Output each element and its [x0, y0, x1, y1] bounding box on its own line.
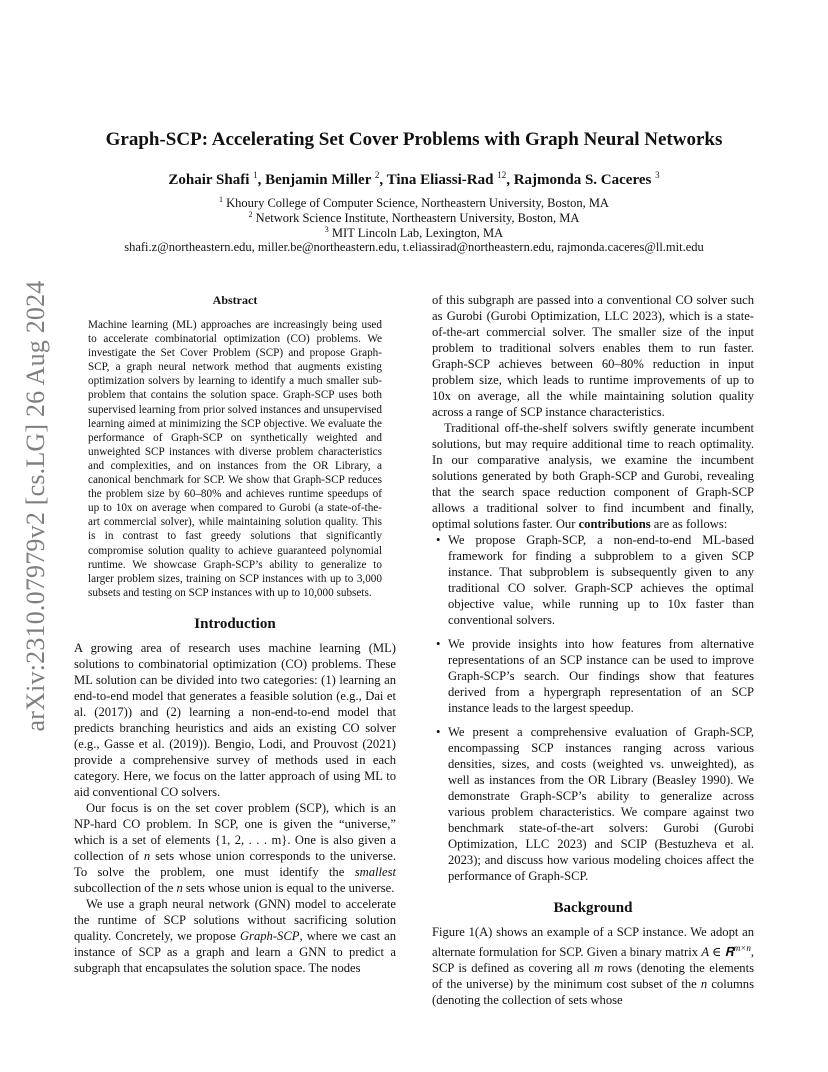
author-emails: shafi.z@northeastern.edu, miller.be@northeastern.edu, t.eliassirad@northeastern.edu, rajmonda.caceres@ll.mit.edu — [124, 240, 704, 254]
author: Tina Eliassi-Rad $^{12}$, — [386, 170, 514, 188]
abstract-text: Machine learning (ML) approaches are increasingly being used to accelerate combinatorial optimization (CO) problems. We investigate the Set Cover Problem (SCP) and propose Graph-SCP, a graph neural network method that augments existing optimization solvers by learning to identify a much smaller sub-problem that contains the solution space. Graph-SCP uses both supervised learning from prior solved instances and unsupervised learning aimed at minimizing the SCP objective. We evaluate the performance of Graph-SCP on synthetically weighted and unweighted SCP instances with diverse problem characteristics and complexities, and on instances from the OR Library, a canonical benchmark for SCP. We show that Graph-SCP reduces the problem size by 60–80% and achieves runtime speedups of up to 10x on average when compared to Gurobi (a state-of-the-art commercial solver), while maintaining solution quality. This is in contrast to fast greedy solutions that significantly compromise solution quality to achieve guaranteed polynomial runtime. We showcase Graph-SCP’s ability to generalize to larger problem sizes, training on SCP instances with up to 3,000 subsets and testing on SCP instances with up to 10,000 subsets. — [88, 319, 382, 599]
arxiv-identifier: arXiv:2310.07979v2 [cs.LG] 26 Aug 2024 — [21, 280, 50, 732]
intro-paragraph: We use a graph neural network (GNN) model to accelerate the runtime of SCP solutions without sacrificing solution quality. Concretely, we propose Graph-SCP, where we cast an instance of SCP as a graph and learn a GNN to predict a subgraph that encapsulates the solution space. The nodes — [74, 896, 396, 975]
paper-title: Graph-SCP: Accelerating Set Cover Problems with Graph Neural Networks — [105, 129, 723, 150]
intro-paragraph: Our focus is on the set cover problem (SCP), which is an NP-hard CO problem. In SCP, one is given the “universe,” which is a set of elements {1, 2, . . . m}. One is also given a collection of n sets whose union corresponds to the universe. To solve the problem, one must identify the smallest subcollection of the n sets whose union is equal to the universe. — [74, 800, 396, 895]
author: Rajmonda S. Caceres $^3$ — [513, 170, 660, 188]
affiliation: $^1$ Khoury College of Computer Science, Northeastern University, Boston, MA — [219, 195, 609, 211]
intro-paragraph: A growing area of research uses machine learning (ML) solutions to combinatorial optimization (CO) problems. These ML solution can be divided into two categories: (1) learning an end-to-end model that generates a feasible solution (e.g., Dai et al. (2017)) and (2) learning a non-end-to-end model that predicts branching heuristics and aids an existing CO solver (e.g., Gasse et al. (2019)). Bengio, Lodi, and Prouvost (2021) provide a comprehensive survey of methods used in each category. Here, we focus on the latter approach of using ML to aid conventional CO solvers. — [74, 640, 396, 799]
abstract-heading: Abstract — [212, 293, 258, 307]
author: Zohair Shafi $^1$, — [168, 170, 266, 188]
left-column — [74, 292, 396, 976]
arxiv-sidebar — [14, 280, 58, 732]
background-paragraph: Figure 1(A) shows an example of a SCP instance. We adopt an alternate formulation for SCP. Given a binary matrix A ∈ 𝐑$^{m\times n}$, SCP is defined as covering all m rows (denoting the elements of the universe) by the minimum cost subset of the n columns (denoting the collection of sets whose — [432, 925, 755, 1008]
affiliation: $^3$ MIT Lincoln Lab, Lexington, MA — [324, 225, 504, 241]
introduction-heading: Introduction — [194, 615, 276, 632]
right-column — [432, 292, 754, 1008]
contribution-item: • We present a comprehensive evaluation of Graph-SCP, encompassing SCP instances ranging across various densities, sizes, and costs (weighted vs. unweighted), as well as instances from the OR Library (Beasley 1990). We demonstrate Graph-SCP’s ability to generalize across various problem characteristics. We compare against two benchmark state-of-the-art solvers: Gurobi (Gurobi Optimization, LLC 2023) and SCIP (Bestuzheva et al. 2023); and discuss how various modeling choices affect the performance of Graph-SCP. — [448, 724, 754, 884]
author-list — [0, 170, 828, 189]
affiliation: $^2$ Network Science Institute, Northeastern University, Boston, MA — [248, 210, 580, 226]
author: Benjamin Miller $^2$, — [265, 170, 387, 188]
body-paragraph: Traditional off-the-shelf solvers swiftly generate incumbent solutions, but may require additional time to reach optimality. In our comparative analysis, we examine the incumbent solutions generated by both Graph-SCP and Gurobi, revealing that the search space reduction component of Graph-SCP allows a traditional solver to find incumbent and finally, optimal solutions faster. Our contributions are as follows: — [432, 421, 754, 531]
contributions-list — [432, 532, 754, 884]
body-paragraph: of this subgraph are passed into a conventional CO solver such as Gurobi (Gurobi Optimization, LLC 2023), which is a state-of-the-art commercial solver. The smaller size of the input problem to traditional solvers enables them to run faster. Graph-SCP achieves between 60–80% reduction in input problem size, which leads to runtime improvements of up to 10x on average, all the while maintaining solution quality across a range of SCP instance characteristics. — [432, 293, 754, 419]
contribution-item: • We provide insights into how features from alternative representations of an SCP instance can be used to improve Graph-SCP’s search. Our findings show that features derived from a hypergraph representation of an SCP instance leads to the largest speedup. — [448, 636, 754, 716]
abstract-body — [74, 318, 396, 600]
contribution-item: • We propose Graph-SCP, a non-end-to-end ML-based framework for finding a subproblem to a given SCP instance. That subproblem is subsequently given to any traditional CO solver. Graph-SCP achieves the optimal objective value, while running up to 10x faster than conventional solvers. — [448, 532, 754, 628]
background-heading: Background — [553, 900, 633, 916]
